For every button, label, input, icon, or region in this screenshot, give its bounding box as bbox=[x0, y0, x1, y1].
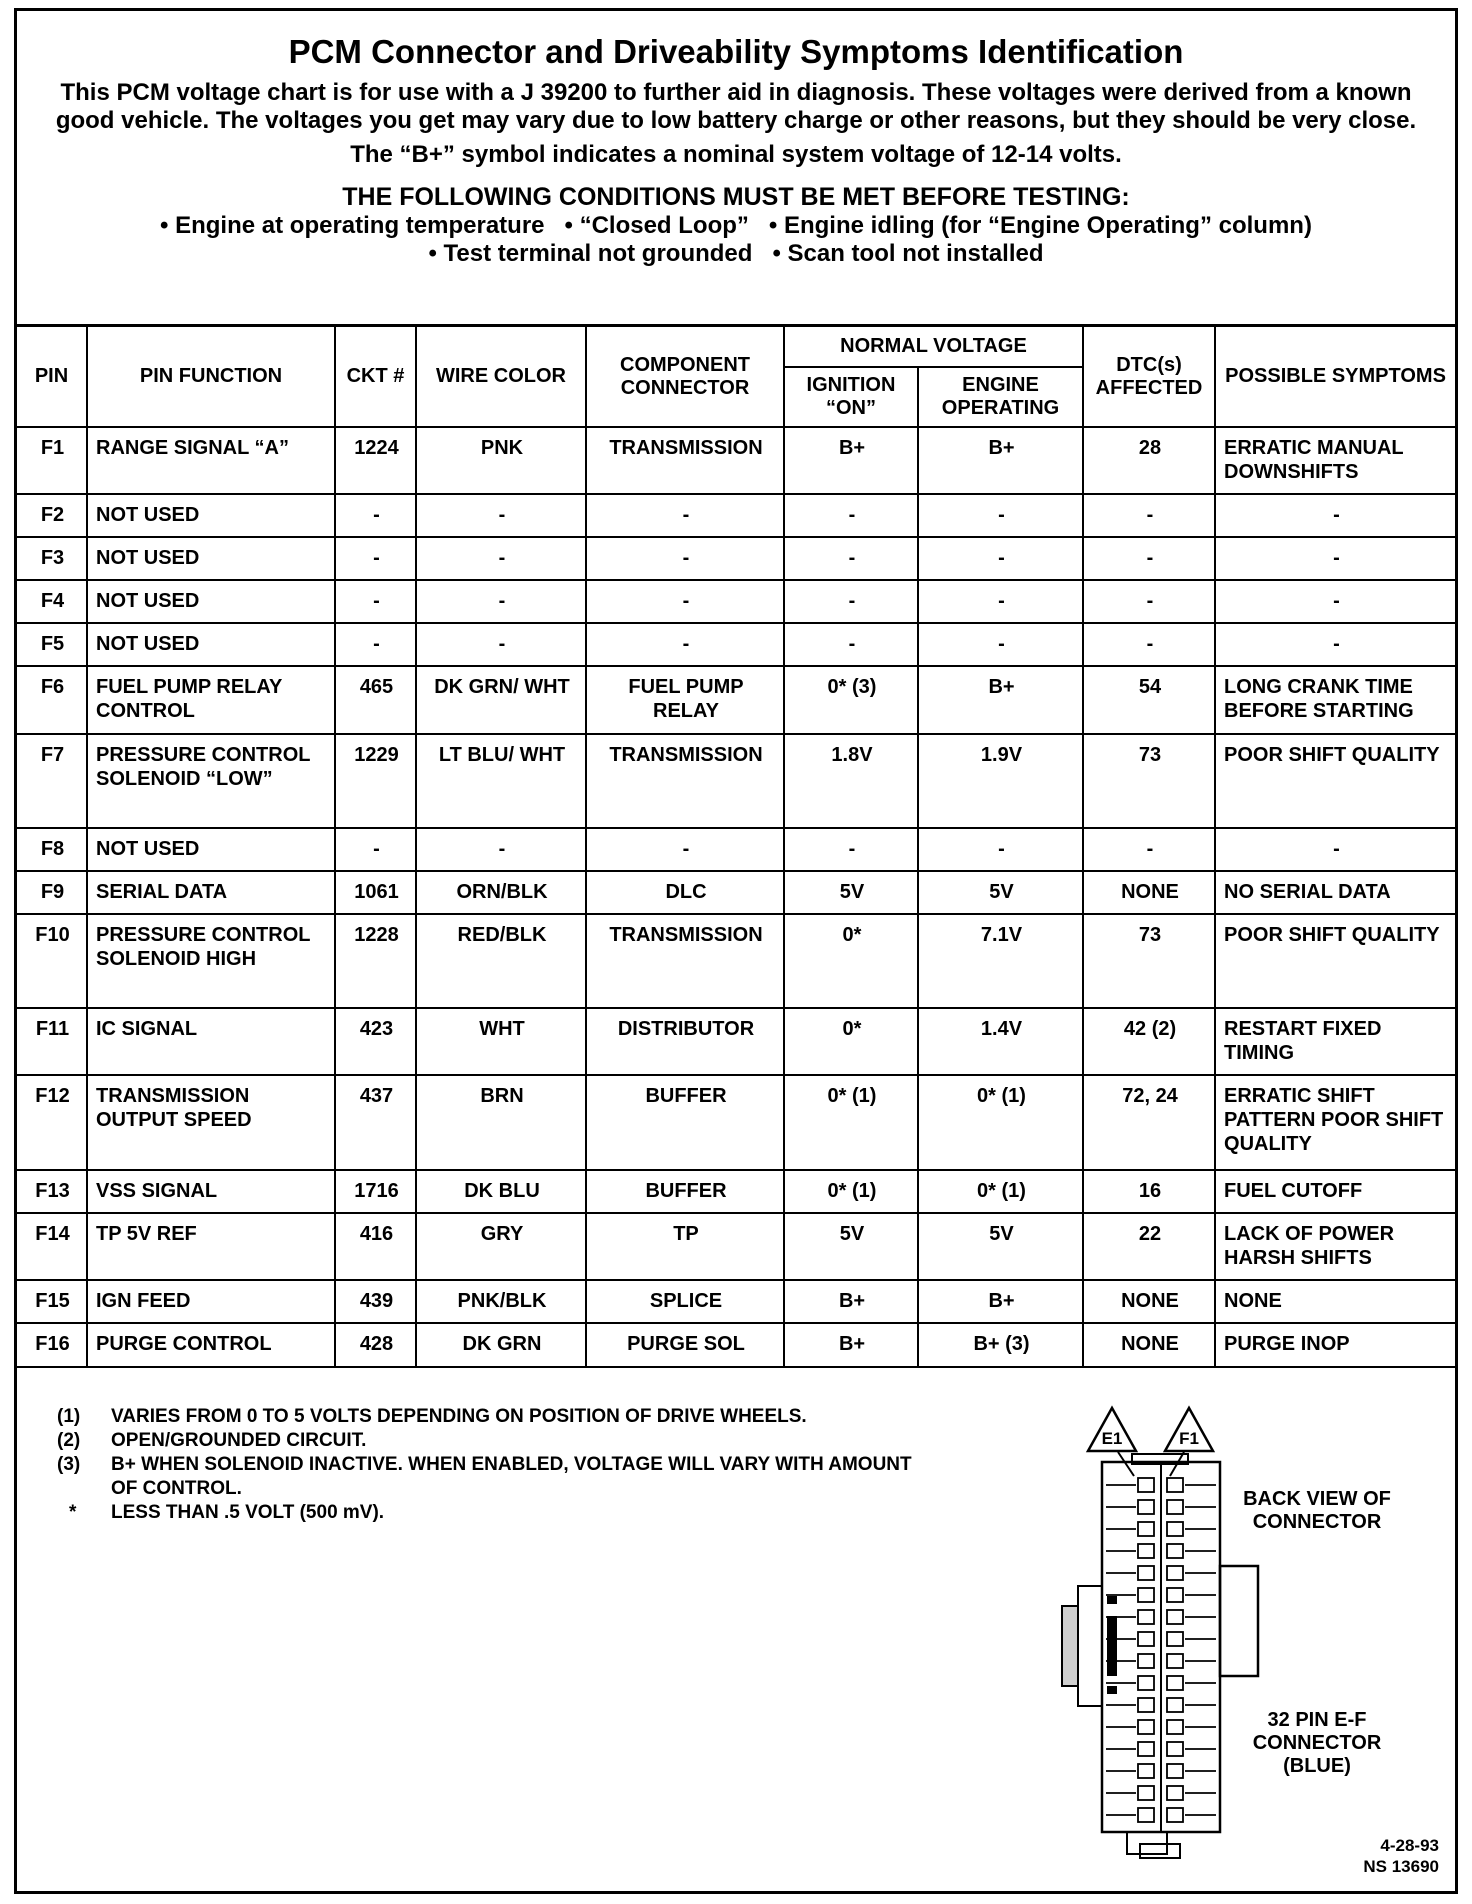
col-pin: PIN bbox=[17, 327, 87, 427]
pin-cell: F13 bbox=[17, 1170, 87, 1213]
footnote-mark: (3) bbox=[57, 1454, 81, 1475]
pin-cavity bbox=[1138, 1786, 1154, 1800]
ignition-cell: B+ bbox=[784, 1280, 918, 1323]
ignition-cell: - bbox=[784, 580, 918, 623]
ckt-cell: 1228 bbox=[335, 914, 416, 1008]
b-plus-note: The “B+” symbol indicates a nominal system voltage of 12-14 volts. bbox=[350, 141, 1122, 168]
col-normal-voltage: NORMAL VOLTAGE bbox=[784, 327, 1083, 367]
pin-cavity bbox=[1167, 1544, 1183, 1558]
symptoms-cell: - bbox=[1215, 494, 1455, 537]
wire-cell: DK GRN/ WHT bbox=[416, 666, 586, 734]
function-cell: FUEL PUMP RELAY CONTROL bbox=[87, 666, 335, 734]
dtc-cell: - bbox=[1083, 494, 1215, 537]
dtc-cell: 54 bbox=[1083, 666, 1215, 734]
ignition-cell: B+ bbox=[784, 1323, 918, 1367]
engine-cell: - bbox=[918, 580, 1083, 623]
conditions-line-2: • Test terminal not grounded • Scan tool not installed bbox=[428, 240, 1044, 267]
table-row bbox=[17, 494, 1455, 537]
pin-cavity bbox=[1138, 1566, 1154, 1580]
wire-cell: PNK bbox=[416, 427, 586, 494]
pin-cavity bbox=[1138, 1808, 1154, 1822]
pin-cell: F8 bbox=[17, 828, 87, 871]
engine-cell: - bbox=[918, 537, 1083, 580]
pin-cavity bbox=[1138, 1544, 1154, 1558]
ckt-cell: 437 bbox=[335, 1075, 416, 1170]
pin-cell: F14 bbox=[17, 1213, 87, 1280]
engine-cell: B+ bbox=[918, 666, 1083, 734]
conditions-line-1: • Engine at operating temperature • “Closed Loop” • Engine idling (for “Engine Operating” column) bbox=[160, 212, 1312, 239]
table-row bbox=[17, 871, 1455, 914]
pin-cavity bbox=[1138, 1478, 1154, 1492]
component-cell: TRANSMISSION bbox=[586, 427, 784, 494]
component-cell: - bbox=[586, 580, 784, 623]
e1-label: E1 bbox=[1101, 1429, 1123, 1448]
wire-cell: - bbox=[416, 828, 586, 871]
wire-cell: DK GRN bbox=[416, 1323, 586, 1367]
ignition-cell: 5V bbox=[784, 1213, 918, 1280]
engine-cell: 7.1V bbox=[918, 914, 1083, 1008]
connector-label: 32 PIN E-F CONNECTOR (BLUE) bbox=[1252, 1709, 1382, 1777]
symptoms-cell: ERRATIC SHIFT PATTERN POOR SHIFT QUALITY bbox=[1215, 1075, 1455, 1170]
table-row bbox=[17, 828, 1455, 871]
engine-cell: 0* (1) bbox=[918, 1075, 1083, 1170]
dtc-cell: 73 bbox=[1083, 734, 1215, 828]
wire-cell: - bbox=[416, 623, 586, 666]
component-cell: BUFFER bbox=[586, 1075, 784, 1170]
pin-cell: F7 bbox=[17, 734, 87, 828]
footnote-mark: (1) bbox=[57, 1406, 81, 1427]
symptoms-cell: POOR SHIFT QUALITY bbox=[1215, 914, 1455, 1008]
component-cell: PURGE SOL bbox=[586, 1323, 784, 1367]
dtc-cell: - bbox=[1083, 580, 1215, 623]
col-function: PIN FUNCTION bbox=[87, 327, 335, 427]
connector-diagram bbox=[1052, 1396, 1452, 1866]
component-cell: TRANSMISSION bbox=[586, 734, 784, 828]
ckt-cell: 1224 bbox=[335, 427, 416, 494]
pin-cavity bbox=[1167, 1720, 1183, 1734]
pin-cavity bbox=[1138, 1500, 1154, 1514]
ckt-cell: 465 bbox=[335, 666, 416, 734]
footnotes bbox=[57, 1405, 957, 1525]
wire-cell: PNK/BLK bbox=[416, 1280, 586, 1323]
wire-cell: GRY bbox=[416, 1213, 586, 1280]
function-cell: NOT USED bbox=[87, 494, 335, 537]
dtc-cell: 42 (2) bbox=[1083, 1008, 1215, 1075]
pin-cell: F3 bbox=[17, 537, 87, 580]
wire-cell: LT BLU/ WHT bbox=[416, 734, 586, 828]
pin-cell: F16 bbox=[17, 1323, 87, 1367]
header bbox=[17, 11, 1455, 327]
col-ckt: CKT # bbox=[335, 327, 416, 427]
table-row bbox=[17, 1075, 1455, 1170]
pin-cell: F2 bbox=[17, 494, 87, 537]
component-cell: SPLICE bbox=[586, 1280, 784, 1323]
footnote-text: B+ WHEN SOLENOID INACTIVE. WHEN ENABLED, VOLTAGE WILL VARY WITH AMOUNT OF CONTROL. bbox=[111, 1454, 912, 1499]
pin-cell: F15 bbox=[17, 1280, 87, 1323]
ckt-cell: - bbox=[335, 580, 416, 623]
ckt-cell: 423 bbox=[335, 1008, 416, 1075]
table-row bbox=[17, 734, 1455, 828]
pin-cavity bbox=[1138, 1676, 1154, 1690]
engine-cell: - bbox=[918, 828, 1083, 871]
component-cell: TP bbox=[586, 1213, 784, 1280]
footnote-text: OPEN/GROUNDED CIRCUIT. bbox=[111, 1430, 367, 1451]
component-cell: FUEL PUMP RELAY bbox=[586, 666, 784, 734]
ignition-cell: 0* bbox=[784, 1008, 918, 1075]
symptoms-cell: - bbox=[1215, 623, 1455, 666]
wire-cell: ORN/BLK bbox=[416, 871, 586, 914]
wire-cell: DK BLU bbox=[416, 1170, 586, 1213]
ignition-cell: 0* (1) bbox=[784, 1075, 918, 1170]
wire-cell: WHT bbox=[416, 1008, 586, 1075]
pin-cell: F9 bbox=[17, 871, 87, 914]
pin-table bbox=[17, 327, 1455, 1368]
function-cell: NOT USED bbox=[87, 828, 335, 871]
col-wire: WIRE COLOR bbox=[416, 327, 586, 427]
pin-cavity bbox=[1138, 1720, 1154, 1734]
function-cell: TRANSMISSION OUTPUT SPEED bbox=[87, 1075, 335, 1170]
dtc-cell: - bbox=[1083, 828, 1215, 871]
table-row bbox=[17, 1280, 1455, 1323]
function-cell: SERIAL DATA bbox=[87, 871, 335, 914]
dtc-cell: - bbox=[1083, 623, 1215, 666]
dtc-cell: 22 bbox=[1083, 1213, 1215, 1280]
function-cell: IC SIGNAL bbox=[87, 1008, 335, 1075]
pin-cavity bbox=[1138, 1742, 1154, 1756]
chart-frame bbox=[14, 8, 1458, 1894]
symptoms-cell: ERRATIC MANUAL DOWNSHIFTS bbox=[1215, 427, 1455, 494]
component-cell: DISTRIBUTOR bbox=[586, 1008, 784, 1075]
pin-cavity bbox=[1138, 1632, 1154, 1646]
symptoms-cell: NONE bbox=[1215, 1280, 1455, 1323]
ignition-cell: 5V bbox=[784, 871, 918, 914]
engine-cell: - bbox=[918, 623, 1083, 666]
wire-cell: - bbox=[416, 537, 586, 580]
pin-cavity bbox=[1167, 1522, 1183, 1536]
component-cell: - bbox=[586, 494, 784, 537]
function-cell: RANGE SIGNAL “A” bbox=[87, 427, 335, 494]
function-cell: NOT USED bbox=[87, 580, 335, 623]
pin-cavity bbox=[1167, 1632, 1183, 1646]
symptoms-cell: FUEL CUTOFF bbox=[1215, 1170, 1455, 1213]
ckt-cell: 439 bbox=[335, 1280, 416, 1323]
engine-cell: B+ bbox=[918, 1280, 1083, 1323]
pin-cell: F12 bbox=[17, 1075, 87, 1170]
pin-cavity bbox=[1167, 1808, 1183, 1822]
symptoms-cell: - bbox=[1215, 537, 1455, 580]
ignition-cell: - bbox=[784, 828, 918, 871]
component-cell: DLC bbox=[586, 871, 784, 914]
pin-cell: F1 bbox=[17, 427, 87, 494]
ignition-cell: 0* (1) bbox=[784, 1170, 918, 1213]
engine-cell: 1.4V bbox=[918, 1008, 1083, 1075]
table-row bbox=[17, 537, 1455, 580]
footnote-text: VARIES FROM 0 TO 5 VOLTS DEPENDING ON POSITION OF DRIVE WHEELS. bbox=[111, 1406, 807, 1427]
symptoms-cell: PURGE INOP bbox=[1215, 1323, 1455, 1367]
ignition-cell: 1.8V bbox=[784, 734, 918, 828]
col-dtc: DTC(s) AFFECTED bbox=[1083, 327, 1215, 427]
dtc-cell: NONE bbox=[1083, 1280, 1215, 1323]
page-title: PCM Connector and Driveability Symptoms Identification bbox=[288, 33, 1184, 70]
pin-cavity bbox=[1167, 1500, 1183, 1514]
table-row bbox=[17, 1008, 1455, 1075]
footnote bbox=[57, 1429, 957, 1453]
dtc-cell: 28 bbox=[1083, 427, 1215, 494]
symptoms-cell: - bbox=[1215, 580, 1455, 623]
pin-cavity bbox=[1138, 1698, 1154, 1712]
dtc-cell: NONE bbox=[1083, 1323, 1215, 1367]
pin-cavity bbox=[1167, 1764, 1183, 1778]
component-cell: - bbox=[586, 537, 784, 580]
ignition-cell: - bbox=[784, 537, 918, 580]
table-row bbox=[17, 666, 1455, 734]
ckt-cell: - bbox=[335, 828, 416, 871]
table-row bbox=[17, 580, 1455, 623]
col-ignition-on: IGNITION “ON” bbox=[784, 367, 918, 427]
footnote-mark: (2) bbox=[57, 1430, 81, 1451]
pin-cavity bbox=[1167, 1676, 1183, 1690]
table-row bbox=[17, 914, 1455, 1008]
pin-cavity bbox=[1138, 1764, 1154, 1778]
ckt-cell: - bbox=[335, 623, 416, 666]
ckt-cell: 1716 bbox=[335, 1170, 416, 1213]
ignition-cell: 0* (3) bbox=[784, 666, 918, 734]
table-row bbox=[17, 623, 1455, 666]
intro-text: This PCM voltage chart is for use with a J 39200 to further aid in diagnosis. These voltages were derived from a known good vehicle. The voltages you get may vary due to low battery charge or other reasons, but they should be very close. bbox=[55, 79, 1417, 134]
footer-code: NS 13690 bbox=[1363, 1857, 1439, 1876]
footnote-mark: * bbox=[69, 1502, 77, 1523]
engine-cell: 0* (1) bbox=[918, 1170, 1083, 1213]
pin-cavity bbox=[1138, 1588, 1154, 1602]
footer bbox=[1363, 1835, 1439, 1877]
dtc-cell: - bbox=[1083, 537, 1215, 580]
pin-cell: F5 bbox=[17, 623, 87, 666]
col-component: COMPONENT CONNECTOR bbox=[586, 327, 784, 427]
pin-cavity bbox=[1167, 1698, 1183, 1712]
symptoms-cell: LACK OF POWER HARSH SHIFTS bbox=[1215, 1213, 1455, 1280]
pin-cell: F6 bbox=[17, 666, 87, 734]
footnote bbox=[57, 1405, 957, 1429]
function-cell: IGN FEED bbox=[87, 1280, 335, 1323]
component-cell: BUFFER bbox=[586, 1170, 784, 1213]
dtc-cell: 72, 24 bbox=[1083, 1075, 1215, 1170]
symptoms-cell: LONG CRANK TIME BEFORE STARTING bbox=[1215, 666, 1455, 734]
pin-cavity bbox=[1138, 1654, 1154, 1668]
component-cell: TRANSMISSION bbox=[586, 914, 784, 1008]
col-engine-operating: ENGINE OPERATING bbox=[918, 367, 1083, 427]
symptoms-cell: NO SERIAL DATA bbox=[1215, 871, 1455, 914]
table-row bbox=[17, 1170, 1455, 1213]
engine-cell: 1.9V bbox=[918, 734, 1083, 828]
function-cell: VSS SIGNAL bbox=[87, 1170, 335, 1213]
ckt-cell: - bbox=[335, 537, 416, 580]
table-row bbox=[17, 1213, 1455, 1280]
dtc-cell: 73 bbox=[1083, 914, 1215, 1008]
dtc-cell: NONE bbox=[1083, 871, 1215, 914]
footer-date: 4-28-93 bbox=[1380, 1836, 1439, 1855]
footnote bbox=[57, 1453, 957, 1501]
ignition-cell: B+ bbox=[784, 427, 918, 494]
connector-drawing bbox=[1052, 1396, 1452, 1866]
wire-cell: BRN bbox=[416, 1075, 586, 1170]
back-view-label: BACK VIEW OF CONNECTOR bbox=[1243, 1488, 1391, 1533]
ckt-cell: 416 bbox=[335, 1213, 416, 1280]
function-cell: PURGE CONTROL bbox=[87, 1323, 335, 1367]
ckt-cell: 428 bbox=[335, 1323, 416, 1367]
wire-cell: - bbox=[416, 494, 586, 537]
symptoms-cell: - bbox=[1215, 828, 1455, 871]
ckt-cell: 1061 bbox=[335, 871, 416, 914]
wire-cell: - bbox=[416, 580, 586, 623]
engine-cell: B+ bbox=[918, 427, 1083, 494]
ignition-cell: 0* bbox=[784, 914, 918, 1008]
pin-cavity bbox=[1167, 1610, 1183, 1624]
pin-cavity bbox=[1167, 1478, 1183, 1492]
col-symptoms: POSSIBLE SYMPTOMS bbox=[1215, 327, 1455, 427]
symptoms-cell: RESTART FIXED TIMING bbox=[1215, 1008, 1455, 1075]
pin-cavity bbox=[1138, 1522, 1154, 1536]
ckt-cell: 1229 bbox=[335, 734, 416, 828]
symptoms-cell: POOR SHIFT QUALITY bbox=[1215, 734, 1455, 828]
pin-cavity bbox=[1167, 1786, 1183, 1800]
engine-cell: B+ (3) bbox=[918, 1323, 1083, 1367]
footnote bbox=[57, 1501, 957, 1525]
function-cell: PRESSURE CONTROL SOLENOID “LOW” bbox=[87, 734, 335, 828]
pin-cavity bbox=[1167, 1588, 1183, 1602]
wire-cell: RED/BLK bbox=[416, 914, 586, 1008]
pin-cell: F11 bbox=[17, 1008, 87, 1075]
function-cell: TP 5V REF bbox=[87, 1213, 335, 1280]
component-cell: - bbox=[586, 828, 784, 871]
ignition-cell: - bbox=[784, 494, 918, 537]
engine-cell: 5V bbox=[918, 871, 1083, 914]
table-row bbox=[17, 1323, 1455, 1367]
function-cell: NOT USED bbox=[87, 537, 335, 580]
pin-cavity bbox=[1167, 1742, 1183, 1756]
pin-cavity bbox=[1138, 1610, 1154, 1624]
function-cell: PRESSURE CONTROL SOLENOID HIGH bbox=[87, 914, 335, 1008]
pin-cell: F4 bbox=[17, 580, 87, 623]
pin-cavity bbox=[1167, 1566, 1183, 1580]
conditions-title: THE FOLLOWING CONDITIONS MUST BE MET BEFORE TESTING: bbox=[342, 183, 1130, 211]
engine-cell: - bbox=[918, 494, 1083, 537]
footnote-text: LESS THAN .5 VOLT (500 mV). bbox=[111, 1502, 385, 1523]
ckt-cell: - bbox=[335, 494, 416, 537]
pin-cavity bbox=[1167, 1654, 1183, 1668]
engine-cell: 5V bbox=[918, 1213, 1083, 1280]
dtc-cell: 16 bbox=[1083, 1170, 1215, 1213]
function-cell: NOT USED bbox=[87, 623, 335, 666]
component-cell: - bbox=[586, 623, 784, 666]
ignition-cell: - bbox=[784, 623, 918, 666]
f1-label: F1 bbox=[1179, 1429, 1199, 1448]
table-row bbox=[17, 427, 1455, 494]
pin-cell: F10 bbox=[17, 914, 87, 1008]
